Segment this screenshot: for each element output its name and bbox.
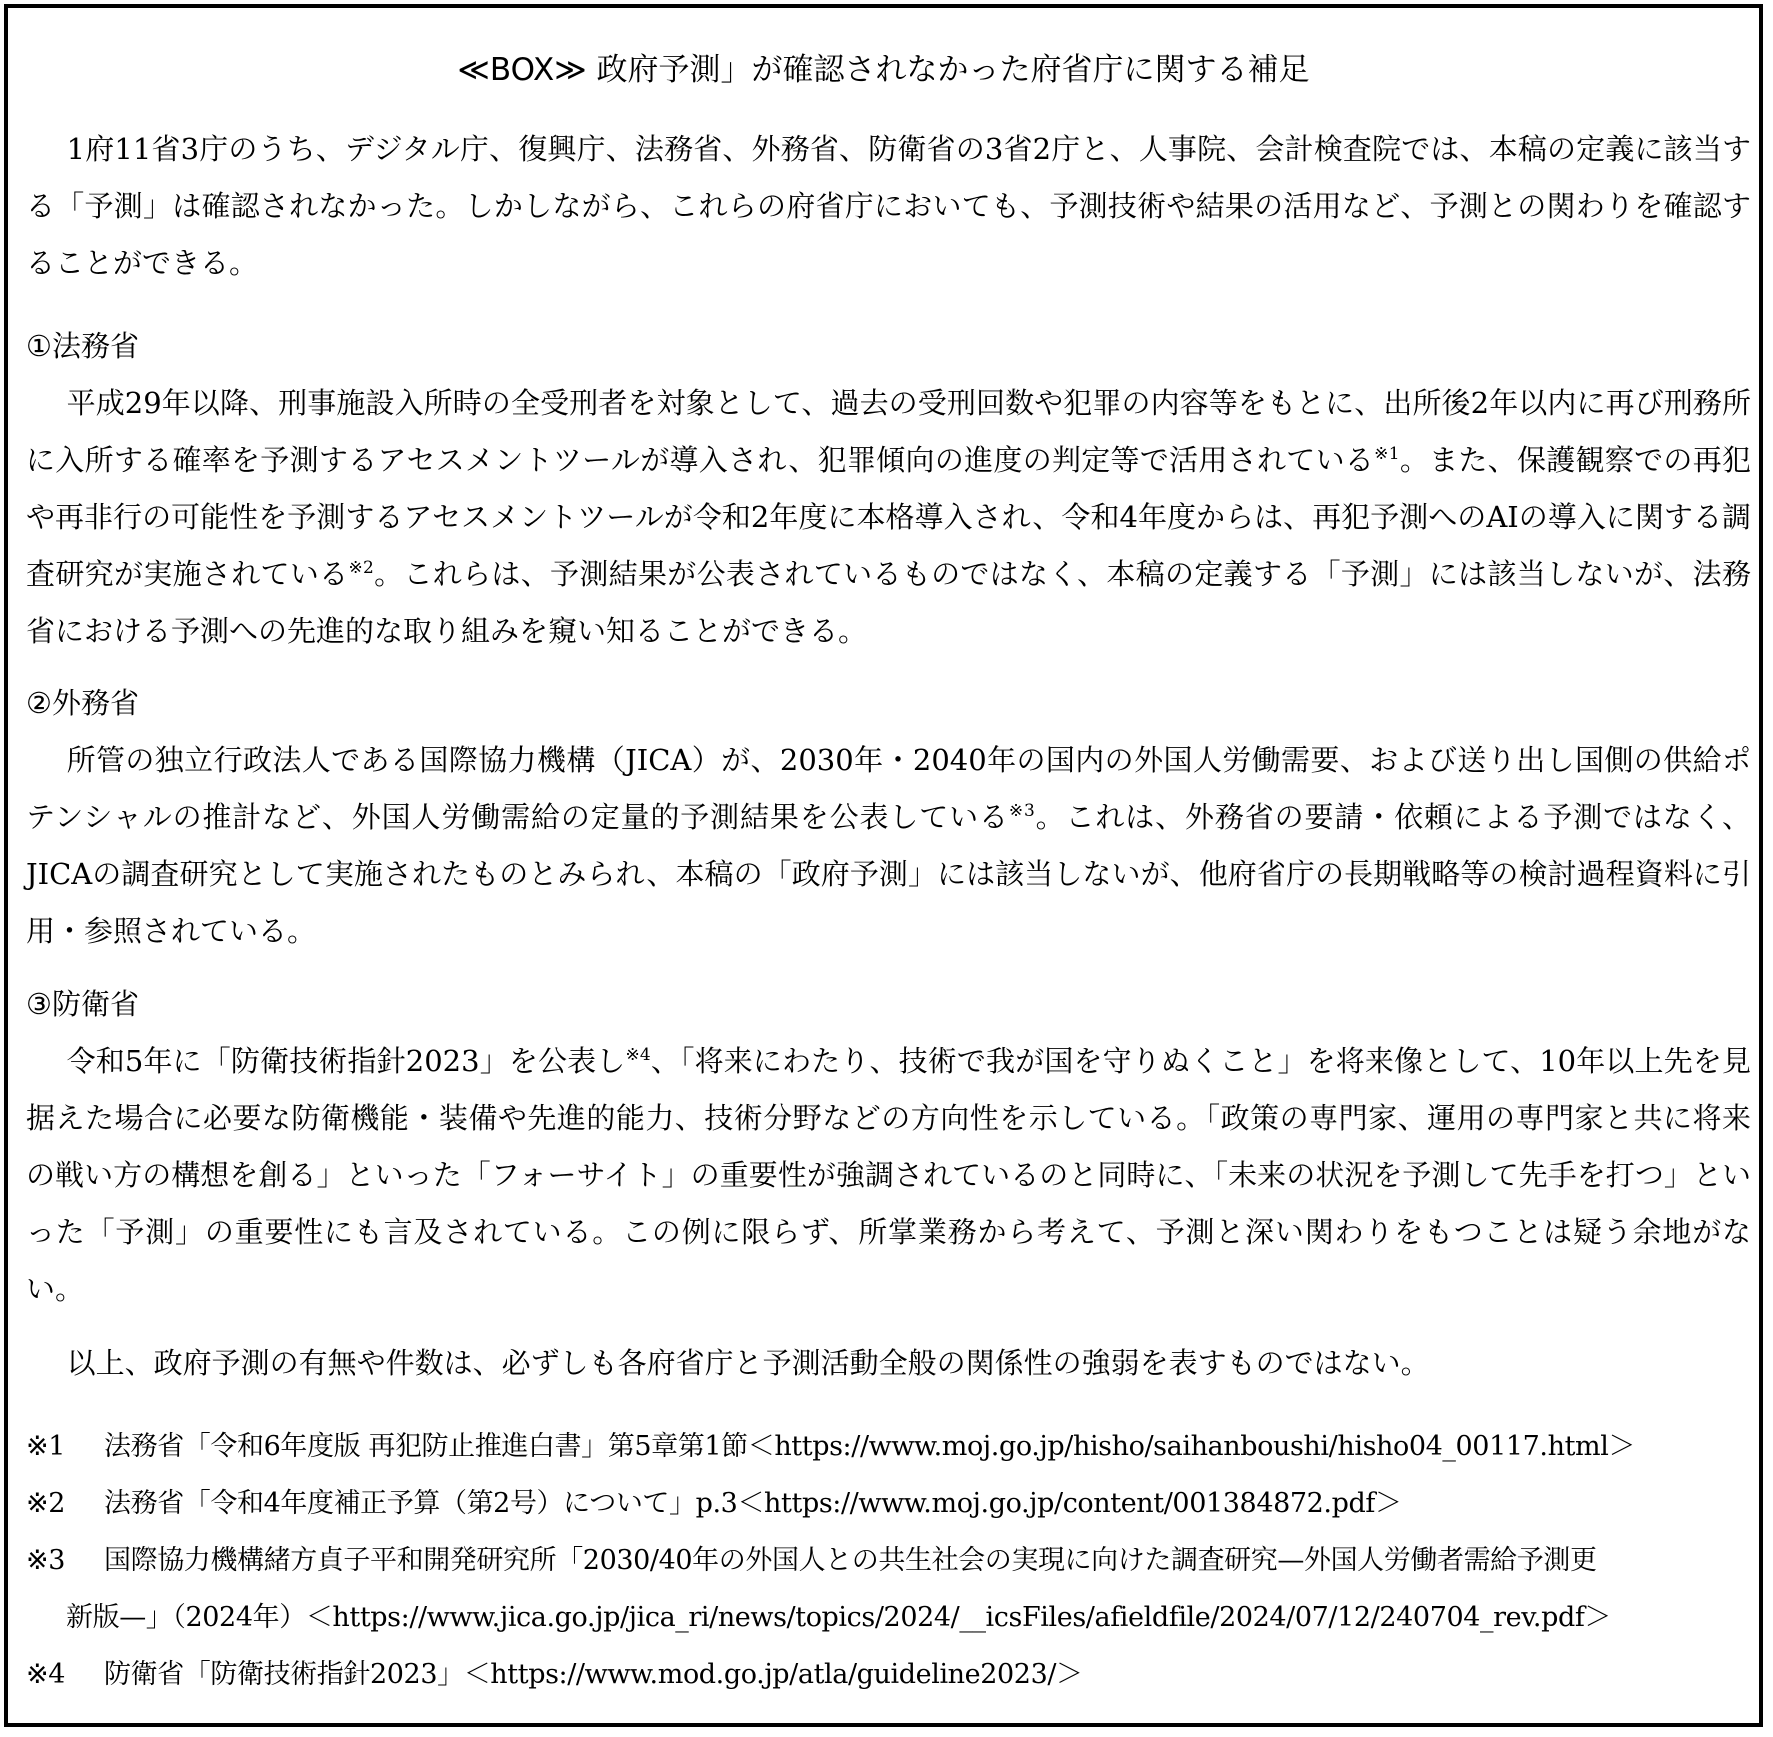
footnote-item: ※2 法務省「令和4年度補正予算（第2号）について」p.3＜https://www.moj.go.jp/content/001384872.pdf＞ xyxy=(26,1488,1402,1519)
box-frame xyxy=(4,4,1763,1727)
footnote-item: ※1 法務省「令和6年度版 再犯防止推進白書」第5章第1節＜https://www.moj.go.jp/hisho/saihanboushi/hisho04_00117.html＞ xyxy=(26,1431,1636,1462)
box-title: ≪BOX≫ 政府予測」が確認されなかった府省庁に関する補足 xyxy=(457,52,1310,88)
footnote-ref: ※1 xyxy=(1374,444,1400,464)
section-mofa xyxy=(26,675,1751,960)
section-paragraph: 令和5年に「防衛技術指針2023」を公表し$^{※4}$、「将来にわたり、技術で我が国を守りぬくこと」を将来像として、10年以上先を見据えた場合に必要な防衛機能・装備や先進的能力、技術分野などの方向性を示している。「政策の専門家、運用の専門家と共に将来の戦い方の構想を創る」といった「フォーサイト」の重要性が強調されているのと同時に、「未来の状況を予測して先手を打つ」といった「予測」の重要性にも言及されている。この例に限らず、所掌業務から考えて、予測と深い関わりをもつことは疑う余地がない。 xyxy=(26,1044,1751,1306)
intro-paragraph: 1府11省3庁のうち、デジタル庁、復興庁、法務省、外務省、防衛省の3省2庁と、人事院、会計検査院では、本稿の定義に該当する「予測」は確認されなかった。しかしながら、これらの府省庁においても、予測技術や結果の活用など、予測との関わりを確認することができる。 xyxy=(26,132,1751,280)
footnote-ref: ※2 xyxy=(348,558,374,578)
footnote-item: ※4 防衛省「防衛技術指針2023」＜https://www.mod.go.jp/atla/guideline2023/＞ xyxy=(26,1659,1083,1690)
section-paragraph: 所管の独立行政法人である国際協力機構（JICA）が、2030年・2040年の国内の外国人労働需要、および送り出し国側の供給ポテンシャルの推計など、外国人労働需給の定量的予測結果を公表している$^{※3}$。これは、外務省の要請・依頼による予測ではなく、JICAの調査研究として実施されたものとみられ、本稿の「政府予測」には該当しないが、他府省庁の長期戦略等の検討過程資料に引用・参照されている。 xyxy=(26,743,1752,948)
intro-block xyxy=(26,121,1751,292)
footnote-ref: ※4 xyxy=(625,1045,651,1065)
footnote-ref: ※3 xyxy=(1008,801,1035,821)
section-heading: ①法務省 xyxy=(26,329,139,363)
section-heading: ②外務省 xyxy=(26,686,139,720)
footnotes xyxy=(26,1418,1751,1703)
conclusion-block xyxy=(26,1335,1751,1392)
section-moj xyxy=(26,318,1751,660)
section-mod xyxy=(26,976,1751,1318)
section-heading: ③防衛省 xyxy=(26,987,139,1021)
footnote-continuation: 新版—」（2024年）＜https://www.jica.go.jp/jica_ri/news/topics/2024/__icsFiles/afieldfile/2024/07/12/240704_rev.pdf＞ xyxy=(66,1602,1612,1633)
footnote-item: ※3 国際協力機構緒方貞子平和開発研究所「2030/40年の外国人との共生社会の実現に向けた調査研究—外国人労働者需給予測更 xyxy=(26,1545,1597,1576)
conclusion-paragraph: 以上、政府予測の有無や件数は、必ずしも各府省庁と予測活動全般の関係性の強弱を表すものではない。 xyxy=(66,1346,1430,1380)
section-paragraph: 平成29年以降、刑事施設入所時の全受刑者を対象として、過去の受刑回数や犯罪の内容等をもとに、出所後2年以内に再び刑務所に入所する確率を予測するアセスメントツールが導入され、犯罪傾向の進度の判定等で活用されている$^{※1}$。また、保護観察での再犯や再非行の可能性を予測するアセスメントツールが令和2年度に本格導入され、令和4年度からは、再犯予測へのAIの導入に関する調査研究が実施されている$^{※2}$。これらは、予測結果が公表されているものではなく、本稿の定義する「予測」には該当しないが、法務省における予測への先進的な取り組みを窺い知ることができる。 xyxy=(26,386,1751,648)
